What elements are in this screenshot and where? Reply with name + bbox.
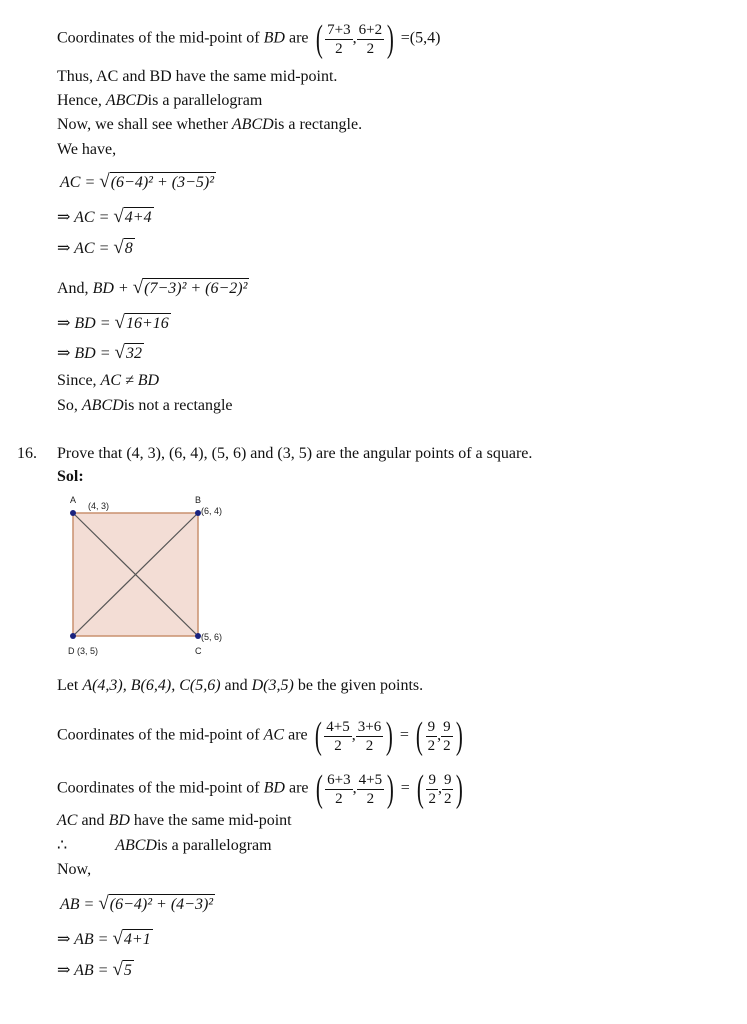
text-line: Thus, AC and BD have the same mid-point.	[57, 68, 338, 85]
numerator: 3+6	[357, 718, 382, 735]
denominator: 2	[443, 790, 452, 807]
radicand: 8	[124, 240, 133, 257]
point-d	[70, 633, 76, 639]
equation-ab-step1	[57, 929, 153, 950]
point-a	[70, 510, 76, 516]
text: Hence,	[57, 92, 102, 109]
radicand: 4+1	[123, 931, 151, 948]
denominator: 2	[335, 790, 343, 807]
text: be the given points.	[297, 677, 424, 694]
lhs: ⇒ AB =	[57, 962, 109, 979]
sqrt-sign: √	[98, 893, 109, 914]
text: is not a rectangle	[123, 397, 233, 414]
equation-ac-step1	[57, 207, 154, 228]
denominator: 2	[428, 790, 436, 807]
radicand: (6−4)² + (4−3)²	[109, 896, 214, 913]
radicand: 32	[125, 345, 142, 362]
numerator: 9	[428, 771, 436, 788]
denominator: 2	[365, 737, 374, 754]
sqrt-sign: √	[132, 277, 144, 298]
denominator: 2	[334, 737, 342, 754]
sqrt-sign: √	[113, 237, 124, 258]
lhs: AC =	[60, 174, 96, 191]
fraction	[442, 771, 454, 808]
paren-close: )	[455, 715, 463, 757]
equation-bd-step2	[57, 343, 144, 364]
sqrt-sign: √	[112, 959, 123, 980]
numerator: 6+2	[358, 21, 383, 38]
fraction	[357, 21, 384, 58]
paren-close: )	[386, 768, 394, 810]
fraction	[356, 718, 383, 755]
text-line	[57, 91, 262, 111]
paren-close: )	[456, 768, 464, 810]
coord-b: (6, 4)	[201, 506, 223, 516]
text: is a parallelogram	[156, 837, 272, 854]
fraction	[426, 718, 438, 755]
text: And,	[57, 280, 89, 297]
figure-name: ABCD	[115, 837, 157, 854]
sqrt-sign: √	[112, 928, 123, 949]
text: Coordinates of the mid-point of	[57, 29, 260, 47]
fraction	[441, 718, 453, 755]
figure-name: ABCD	[105, 92, 148, 109]
denominator: 2	[335, 40, 343, 57]
fraction	[426, 771, 438, 808]
let-line	[57, 676, 423, 696]
text: Coordinates of the mid-point of	[57, 726, 260, 744]
fraction	[324, 718, 351, 755]
segment-label: AC	[263, 726, 285, 744]
lhs: ⇒ BD =	[57, 315, 111, 332]
paren-close: )	[386, 715, 394, 757]
label-b: B	[195, 495, 202, 505]
sqrt-sign: √	[99, 171, 110, 192]
text: Since,	[57, 372, 97, 389]
text-line	[57, 115, 362, 135]
point-d-text: D(3,5)	[251, 677, 294, 694]
sqrt-sign: √	[113, 206, 124, 227]
radicand: 16+16	[125, 315, 169, 332]
denominator: 2	[366, 790, 375, 807]
text: So,	[57, 397, 78, 414]
midpoint-bd-line-2: Coordinates of the mid-point of BD are ( $\frac{6+3}{2}$ , $\frac{4+5}{2}$ ) = ( $\frac{9}{2}$ , $\frac{9}{2}$ )	[57, 768, 464, 810]
equation-ac-step2	[57, 238, 135, 259]
solution-label: Sol:	[57, 468, 84, 485]
points: A(4,3), B(6,4), C(5,6)	[82, 677, 221, 694]
paren-open: (	[315, 18, 323, 60]
numerator: 9	[427, 718, 436, 735]
result: =(5,4)	[400, 29, 441, 47]
radicand: 4+4	[124, 209, 152, 226]
equation-ab	[60, 894, 215, 915]
question-text: Prove that (4, 3), (6, 4), (5, 6) and (3, 5) are the angular points of a square.	[57, 445, 533, 462]
paren-open: (	[315, 768, 323, 810]
denominator: 2	[443, 737, 451, 754]
text: are	[288, 726, 308, 744]
fraction	[357, 771, 384, 808]
text-line: We have,	[57, 141, 117, 158]
equation-ab-step2	[57, 960, 134, 981]
text: Now, we shall see whether	[57, 116, 228, 133]
text-line: Now,	[57, 861, 92, 878]
text: are	[288, 779, 309, 797]
text: are	[288, 29, 309, 47]
text: Coordinates of the mid-point of	[57, 779, 260, 797]
text: and	[81, 812, 105, 829]
label-c: C	[195, 646, 202, 656]
coord-c: (5, 6)	[201, 632, 223, 642]
sqrt-sign: √	[114, 342, 125, 363]
denominator: 2	[427, 737, 436, 754]
paren-open: (	[416, 768, 424, 810]
therefore-icon: ∴	[57, 837, 68, 854]
fraction	[325, 21, 352, 58]
lhs: AB =	[60, 896, 95, 913]
figure-name: ABCD	[81, 397, 124, 414]
numerator: 6+3	[327, 771, 351, 788]
segment-label: BD	[263, 29, 285, 47]
paren-open: (	[314, 715, 322, 757]
lhs: ⇒ BD =	[57, 345, 111, 362]
paren-open: (	[415, 715, 423, 757]
numerator: 9	[443, 718, 451, 735]
midpoint-bd-line: Coordinates of the mid-point of BD are ( $\frac{7+3}{2}$ , $\frac{6+2}{2}$ ) =(5,4)	[57, 18, 441, 60]
text: have the same mid-point	[133, 812, 292, 829]
numerator: 7+3	[327, 21, 351, 38]
label-d: D (3, 5)	[68, 646, 99, 656]
equation-bd-step1	[57, 313, 171, 334]
lhs: ⇒ AB =	[57, 931, 109, 948]
text: and	[224, 677, 248, 694]
paren-close: )	[386, 18, 394, 60]
numerator: 4+5	[358, 771, 383, 788]
expression: AC ≠ BD	[100, 372, 160, 389]
fraction	[325, 771, 352, 808]
figure-name: ABCD	[231, 116, 274, 133]
equation-ac	[60, 172, 216, 193]
radicand: 5	[123, 962, 132, 979]
lhs: ⇒ AC =	[57, 240, 110, 257]
radicand: (6−4)² + (3−5)²	[110, 174, 214, 191]
denominator: 2	[366, 40, 375, 57]
numerator: 9	[443, 771, 452, 788]
text: is a rectangle.	[273, 116, 363, 133]
text: Let	[57, 677, 79, 694]
segment-label: BD	[263, 779, 285, 797]
text-line	[57, 836, 272, 856]
radicand: (7−3)² + (6−2)²	[144, 280, 248, 297]
segment-label: BD	[108, 812, 130, 829]
square-figure	[58, 494, 248, 658]
equation-bd	[57, 278, 249, 299]
lhs: ⇒ AC =	[57, 209, 110, 226]
question-number: 16.	[17, 445, 37, 462]
text-line	[57, 371, 159, 391]
text-line	[57, 811, 292, 831]
label-a: A	[70, 495, 77, 505]
text: is a parallelogram	[147, 92, 263, 109]
sqrt-sign: √	[114, 312, 125, 333]
text-line	[57, 396, 233, 416]
numerator: 4+5	[326, 718, 350, 735]
midpoint-ac-line: Coordinates of the mid-point of AC are ( $\frac{4+5}{2}$ , $\frac{3+6}{2}$ ) = ( $\frac{9}{2}$ , $\frac{9}{2}$ )	[57, 715, 463, 757]
segment-label: AC	[57, 812, 78, 829]
lhs: BD +	[92, 280, 129, 297]
coord-a: (4, 3)	[88, 501, 110, 511]
